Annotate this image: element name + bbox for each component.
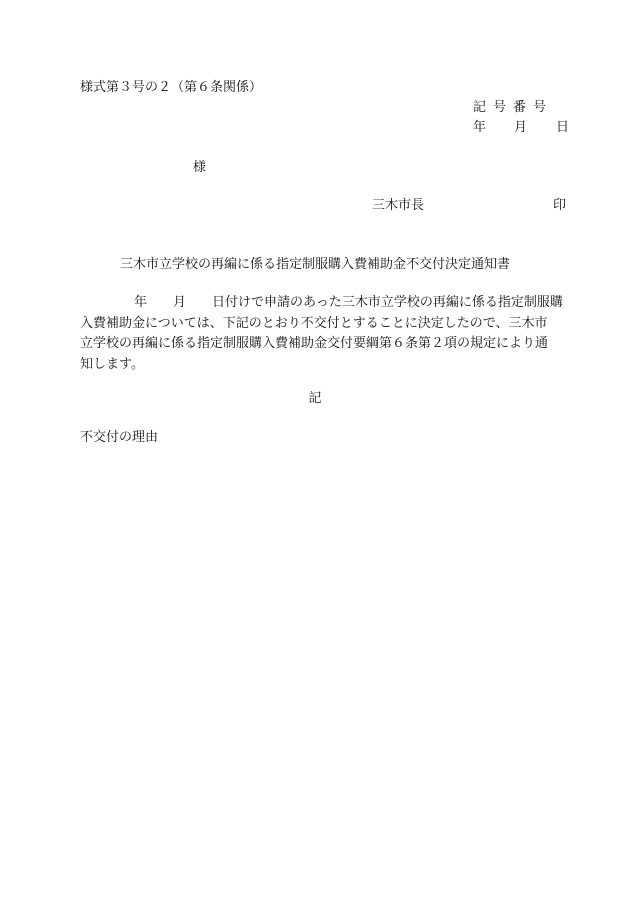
body-line-4: 知します。 [80,356,144,372]
seal-mark: 印 [553,198,567,213]
document-title: 三木市立学校の再編に係る指定制服購入費補助金不交付決定通知書 [119,257,510,272]
form-number: 様式第３号の２（第６条関係） [80,80,263,95]
date-month: 月 [514,120,528,135]
body-line-3: 立学校の再編に係る指定制服購入費補助金交付要綱第６条第２項の規定により通 [80,336,549,351]
body-line-2: 入費補助金については、下記のとおり不交付とすることに決定したので、三木市 [80,315,548,331]
body-line-1: 年 月 日付けで申請のあった三木市立学校の再編に係る指定制服購 [134,295,563,310]
non-grant-reason-label: 不交付の理由 [80,430,159,445]
notice-body [80,293,562,375]
date-day: 日 [556,120,570,135]
document-number: 記号番号 [473,100,554,115]
ki-heading: 記 [308,391,322,406]
date-year: 年 [473,120,487,135]
issuer-name: 三木市長 [372,198,425,213]
addressee: 様 [193,160,207,175]
